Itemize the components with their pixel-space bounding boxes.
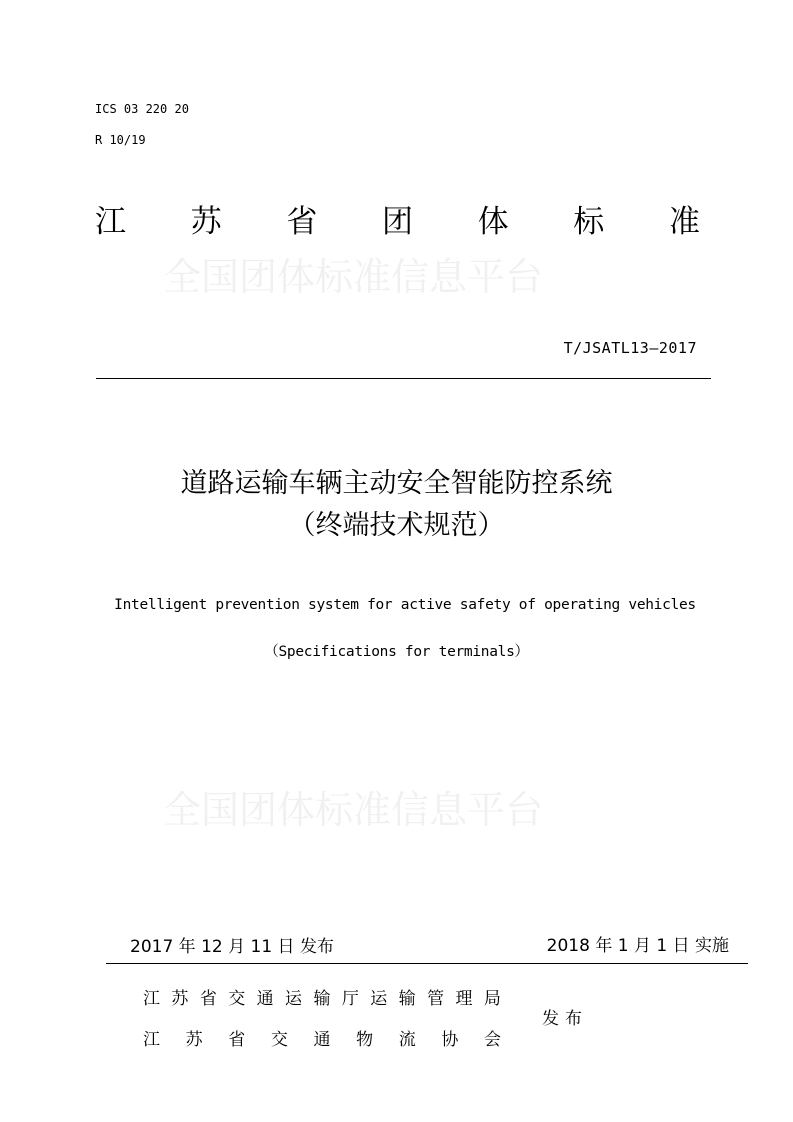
classification-code: R 10/19 xyxy=(95,133,146,147)
issuer-char: 协 xyxy=(441,1030,459,1050)
standard-type-char: 省 xyxy=(286,204,318,240)
standard-type-char: 团 xyxy=(381,204,413,240)
standard-number: T/JSATL13—2017 xyxy=(563,339,697,357)
issuer-char: 通 xyxy=(313,1030,331,1050)
issuer-transport-department xyxy=(143,987,501,1011)
standard-type-char: 标 xyxy=(573,204,605,240)
watermark-top: 全国团体标准信息平台 xyxy=(163,255,544,299)
issuer-char: 交 xyxy=(270,1030,288,1050)
issuer-char: 江 xyxy=(143,989,160,1009)
ics-code: ICS 03 220 20 xyxy=(95,102,189,116)
publish-date: 2017 年 12 月 11 日 发布 xyxy=(130,937,334,957)
issuer-char: 物 xyxy=(356,1030,374,1050)
issuer-char: 苏 xyxy=(171,989,189,1009)
standard-type-char: 准 xyxy=(668,204,700,240)
watermark-bottom: 全国团体标准信息平台 xyxy=(163,788,544,832)
issuer-char: 输 xyxy=(313,989,331,1009)
issuer-char: 管 xyxy=(427,989,445,1009)
title-english-subtitle: （Specifications for terminals） xyxy=(264,644,529,660)
title-chinese-subtitle: （终端技术规范） xyxy=(288,510,505,541)
title-english: Intelligent prevention system for active safety of operating vehicles xyxy=(114,597,696,613)
issuer-char: 流 xyxy=(398,1030,416,1050)
issuer-char: 江 xyxy=(143,1030,160,1050)
issuer-char: 交 xyxy=(228,989,246,1009)
standard-type-char: 体 xyxy=(477,204,509,240)
standard-type-char: 苏 xyxy=(190,204,222,240)
standard-type-char: 江 xyxy=(95,204,126,240)
title-chinese: 道路运输车辆主动安全智能防控系统 xyxy=(180,468,613,499)
issuer-char: 局 xyxy=(483,989,501,1009)
top-divider xyxy=(96,378,711,379)
issue-label: 发布 xyxy=(542,1009,588,1029)
issuer-char: 苏 xyxy=(185,1030,203,1050)
issuer-char: 厅 xyxy=(341,989,359,1009)
issuer-char: 理 xyxy=(455,989,473,1009)
issuer-char: 运 xyxy=(285,989,303,1009)
issuer-char: 省 xyxy=(199,989,217,1009)
issuer-logistics-association xyxy=(143,1028,501,1052)
standard-type-heading xyxy=(95,200,700,244)
issuer-char: 通 xyxy=(256,989,274,1009)
issuer-char: 省 xyxy=(228,1030,246,1050)
bottom-divider xyxy=(106,963,748,964)
issuer-char: 输 xyxy=(398,989,416,1009)
issuer-char: 运 xyxy=(370,989,388,1009)
issuer-char: 会 xyxy=(484,1030,501,1050)
implement-date: 2018 年 1 月 1 日 实施 xyxy=(546,936,729,956)
